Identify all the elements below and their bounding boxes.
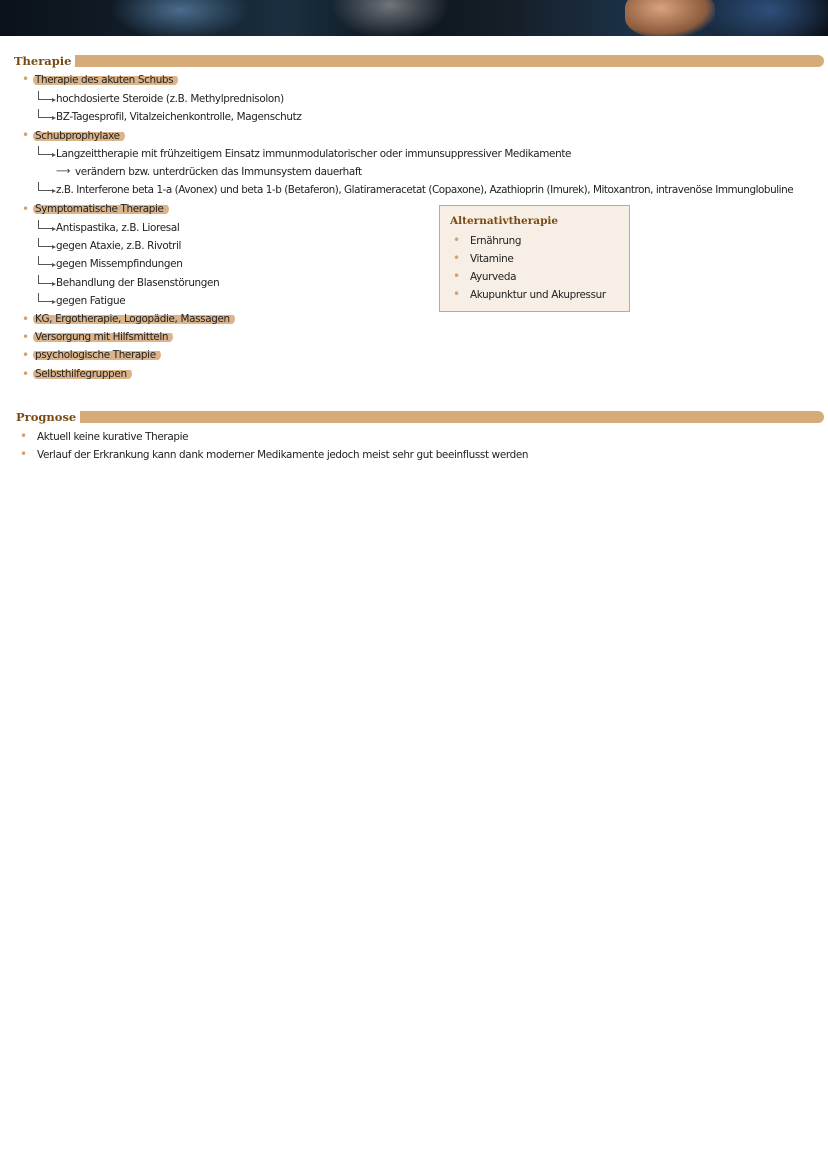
arrow-icon — [38, 275, 53, 284]
list-item-more-4 — [35, 367, 132, 381]
list-item-more-3 — [35, 348, 161, 362]
long-arrow-icon: ⟶ — [56, 166, 71, 177]
prognose-item-1: Aktuell keine kurative Therapie — [37, 431, 189, 443]
highlight-label: Selbsthilfegruppen — [33, 368, 132, 380]
list-item-more-1 — [35, 312, 235, 326]
arrow-icon — [38, 109, 53, 118]
alternativ-box — [439, 205, 630, 312]
highlight-label: KG, Ergotherapie, Logopädie, Massagen — [33, 313, 235, 325]
arrow-icon — [38, 220, 53, 229]
list-item-prophylaxe — [35, 129, 125, 143]
section-title-therapie: Therapie — [14, 53, 75, 69]
bullet-icon: • — [22, 202, 30, 216]
sub-item-symptomatisch-4: Behandlung der Blasenstörungen — [56, 277, 220, 289]
sub-item-symptomatisch-2: gegen Ataxie, z.B. Rivotril — [56, 240, 182, 252]
sub-item-prophylaxe-2: verändern bzw. unterdrücken das Immunsystem dauerhaft — [75, 166, 362, 178]
highlight-label: Therapie des akuten Schubs — [33, 74, 178, 86]
sub-item-symptomatisch-1: Antispastika, z.B. Lioresal — [56, 222, 180, 234]
bullet-icon: • — [22, 330, 30, 344]
banner-glow-right — [700, 0, 828, 36]
header-banner-image — [0, 0, 828, 36]
highlight-label: Symptomatische Therapie — [33, 203, 169, 215]
sub-item-symptomatisch-3: gegen Missempfindungen — [56, 258, 183, 270]
bullet-icon: • — [22, 312, 30, 326]
prognose-item-2: Verlauf der Erkrankung kann dank moderner Medikamente jedoch meist sehr gut beeinflusst werden — [37, 449, 529, 461]
bullet-icon: • — [22, 72, 30, 86]
alternativ-item-1: Ernährung — [470, 235, 522, 247]
arrow-icon — [38, 182, 53, 191]
bullet-icon: • — [20, 447, 28, 461]
banner-glow-left — [110, 0, 250, 36]
bullet-icon: • — [453, 251, 461, 265]
bullet-icon: • — [22, 348, 30, 362]
list-item-more-2 — [35, 330, 173, 344]
bullet-icon: • — [20, 429, 28, 443]
bullet-icon: • — [453, 269, 461, 283]
bullet-icon: • — [453, 287, 461, 301]
section-bar — [56, 55, 824, 67]
bullet-icon: • — [453, 233, 461, 247]
section-title-prognose: Prognose — [16, 409, 80, 425]
alternativ-item-3: Ayurveda — [470, 271, 517, 283]
arrow-icon — [38, 238, 53, 247]
sub-item-symptomatisch-5: gegen Fatigue — [56, 295, 126, 307]
list-item-akut — [35, 73, 178, 87]
list-item-symptomatisch — [35, 202, 169, 216]
highlight-label: Schubprophylaxe — [33, 130, 125, 142]
section-header-therapie — [14, 53, 824, 69]
banner-glow-center — [330, 0, 450, 36]
highlight-label: Versorgung mit Hilfsmitteln — [33, 331, 173, 343]
arrow-icon — [38, 293, 53, 302]
section-bar — [64, 411, 824, 423]
arrow-icon — [38, 256, 53, 265]
bullet-icon: • — [22, 128, 30, 142]
sub-item-prophylaxe-1: Langzeittherapie mit frühzeitigem Einsatz immunmodulatorischer oder immunsuppressiver Medikamente — [56, 148, 572, 160]
alternativ-title: Alternativtherapie — [450, 215, 559, 227]
section-header-prognose — [16, 409, 824, 425]
bullet-icon: • — [22, 367, 30, 381]
highlight-label: psychologische Therapie — [33, 349, 161, 361]
sub-item-akut-1: hochdosierte Steroide (z.B. Methylprednisolon) — [56, 93, 284, 105]
alternativ-item-4: Akupunktur und Akupressur — [470, 289, 606, 301]
arrow-icon — [38, 146, 53, 155]
sub-item-prophylaxe-3: z.B. Interferone beta 1-a (Avonex) und beta 1-b (Betaferon), Glatirameracetat (Copaxone), Azathioprin (Imurek), Mitoxantron, intravenöse Immunglobuline — [56, 184, 794, 196]
alternativ-item-2: Vitamine — [470, 253, 514, 265]
arrow-icon — [38, 91, 53, 100]
sub-item-akut-2: BZ-Tagesprofil, Vitalzeichenkontrolle, Magenschutz — [56, 111, 302, 123]
